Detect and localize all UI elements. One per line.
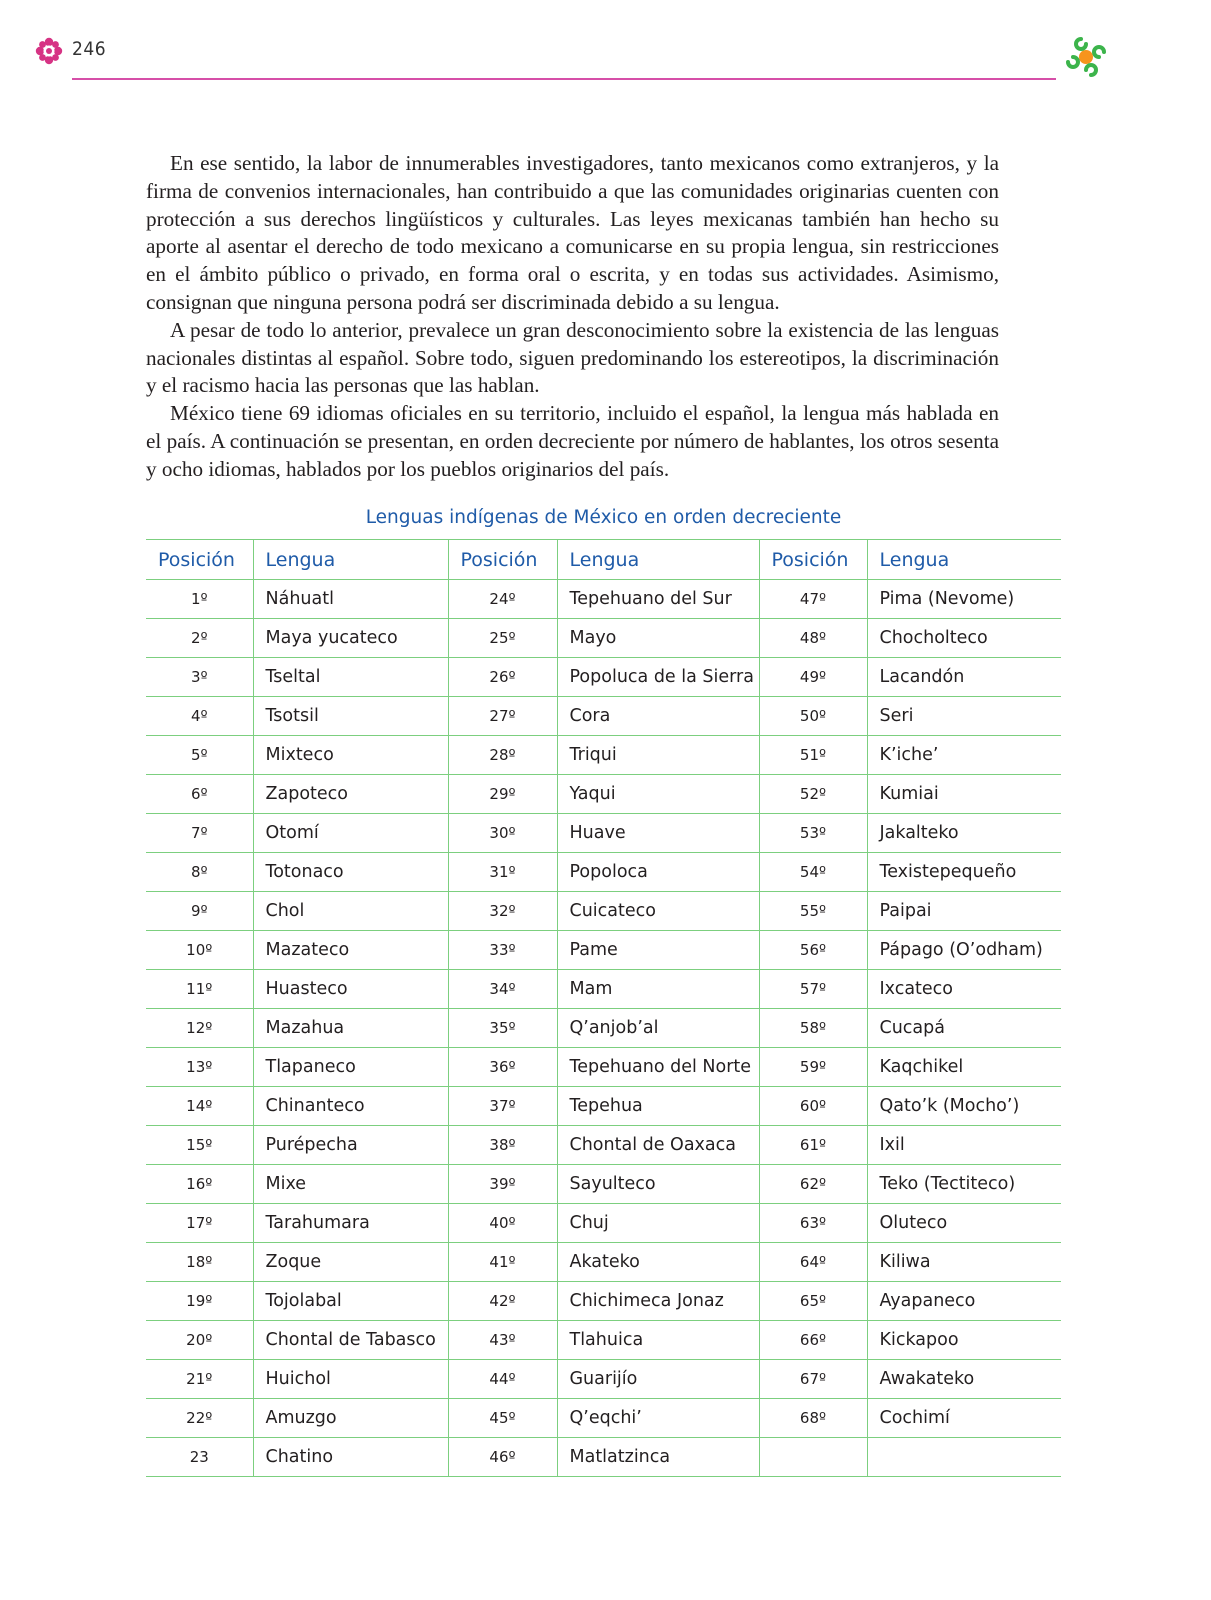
paragraph-1: En ese sentido, la labor de innumerables investigadores, tanto mexicanos como extranjeros, y la firma de convenios internacionales, han contribuido a que las comunidades originarias cuenten con protección a sus derechos lingüísticos y culturales. Las leyes mexicanas también han hecho su aporte al asentar el derecho de todo mexicano a comunicarse en su propia lengua, sin restricciones en el ámbito público o privado, en forma oral o escrita, y en todas sus actividades. Asimismo, consignan que ninguna persona podrá ser discriminada debido a su lengua. [146,151,999,314]
position-cell: 44º [448,1360,557,1399]
language-cell: Mazahua [253,1009,448,1048]
paragraph-3: México tiene 69 idiomas oficiales en su territorio, incluido el español, la lengua más hablada en el país. A continuación se presentan, en orden decreciente por número de hablantes, los otros sesenta y ocho idiomas, hablados por los pueblos originarios del país. [146,401,999,481]
table-row [146,853,1061,892]
language-cell: Cochimí [867,1399,1061,1438]
position-cell: 51º [759,736,867,775]
position-cell: 61º [759,1126,867,1165]
language-cell: Mixteco [253,736,448,775]
swirl-logo-icon [1062,33,1110,81]
language-cell: Texistepequeño [867,853,1061,892]
language-cell: Ixil [867,1126,1061,1165]
page-number: 246 [72,38,107,60]
language-cell: Zapoteco [253,775,448,814]
language-cell: Pame [557,931,759,970]
header-position-2: Posición [448,540,557,580]
position-cell: 68º [759,1399,867,1438]
language-cell: Kickapoo [867,1321,1061,1360]
position-cell: 46º [448,1438,557,1477]
language-cell: Pápago (O’odham) [867,931,1061,970]
position-cell: 38º [448,1126,557,1165]
language-cell: Totonaco [253,853,448,892]
table-row [146,1438,1061,1477]
position-cell: 62º [759,1165,867,1204]
table-row [146,736,1061,775]
body-text [146,150,999,484]
position-cell: 45º [448,1399,557,1438]
table-row [146,658,1061,697]
language-cell: Maya yucateco [253,619,448,658]
language-cell: Pima (Nevome) [867,580,1061,619]
position-cell: 42º [448,1282,557,1321]
language-cell: Tlapaneco [253,1048,448,1087]
position-cell: 37º [448,1087,557,1126]
position-cell: 9º [146,892,253,931]
language-cell: Tseltal [253,658,448,697]
position-cell: 19º [146,1282,253,1321]
language-cell: Chontal de Oaxaca [557,1126,759,1165]
language-cell: Chol [253,892,448,931]
language-cell: K’iche’ [867,736,1061,775]
position-cell: 18º [146,1243,253,1282]
language-cell: Kiliwa [867,1243,1061,1282]
position-cell: 7º [146,814,253,853]
language-cell [867,1438,1061,1477]
table-title: Lenguas indígenas de México en orden decreciente [365,507,842,528]
language-cell: Seri [867,697,1061,736]
position-cell: 11º [146,970,253,1009]
table-row [146,1048,1061,1087]
position-cell: 26º [448,658,557,697]
table-row [146,1087,1061,1126]
position-cell: 30º [448,814,557,853]
language-cell: Teko (Tectiteco) [867,1165,1061,1204]
position-cell: 14º [146,1087,253,1126]
position-cell: 16º [146,1165,253,1204]
language-cell: Kumiai [867,775,1061,814]
table-row [146,1009,1061,1048]
position-cell: 60º [759,1087,867,1126]
position-cell: 29º [448,775,557,814]
position-cell: 3º [146,658,253,697]
position-cell: 35º [448,1009,557,1048]
language-cell: Jakalteko [867,814,1061,853]
language-cell: Triqui [557,736,759,775]
language-cell: Chichimeca Jonaz [557,1282,759,1321]
position-cell: 64º [759,1243,867,1282]
language-cell: Lacandón [867,658,1061,697]
language-cell: Purépecha [253,1126,448,1165]
language-cell: Paipai [867,892,1061,931]
language-cell: Cucapá [867,1009,1061,1048]
language-cell: Qato’k (Mocho’) [867,1087,1061,1126]
position-cell: 63º [759,1204,867,1243]
position-cell: 24º [448,580,557,619]
position-cell: 67º [759,1360,867,1399]
table-row [146,1204,1061,1243]
language-cell: Tepehuano del Sur [557,580,759,619]
header-position-3: Posición [759,540,867,580]
position-cell: 10º [146,931,253,970]
position-cell: 56º [759,931,867,970]
table-row [146,1360,1061,1399]
language-cell: Tepehua [557,1087,759,1126]
language-cell: Akateko [557,1243,759,1282]
language-cell: Popoluca de la Sierra [557,658,759,697]
language-cell: Popoloca [557,853,759,892]
position-cell: 12º [146,1009,253,1048]
paragraph-2: A pesar de todo lo anterior, prevalece un gran desconocimiento sobre la existencia de las lenguas nacionales distintas al español. Sobre todo, siguen predominando los estereotipos, la discriminación y el racismo hacia las personas que las hablan. [146,317,999,398]
language-cell: Matlatzinca [557,1438,759,1477]
position-cell: 34º [448,970,557,1009]
position-cell: 59º [759,1048,867,1087]
position-cell: 39º [448,1165,557,1204]
language-cell: Awakateko [867,1360,1061,1399]
header-language-2: Lengua [557,540,759,580]
position-cell: 57º [759,970,867,1009]
position-cell: 22º [146,1399,253,1438]
language-cell: Mam [557,970,759,1009]
position-cell: 55º [759,892,867,931]
position-cell: 5º [146,736,253,775]
table-header-row [146,540,1061,580]
table-row [146,1282,1061,1321]
language-cell: Huave [557,814,759,853]
language-cell: Q’eqchi’ [557,1399,759,1438]
position-cell: 48º [759,619,867,658]
language-cell: Chinanteco [253,1087,448,1126]
language-cell: Otomí [253,814,448,853]
language-cell: Oluteco [867,1204,1061,1243]
table-row [146,931,1061,970]
languages-table [146,539,1061,1477]
language-cell: Náhuatl [253,580,448,619]
language-cell: Sayulteco [557,1165,759,1204]
language-cell: Tsotsil [253,697,448,736]
language-cell: Zoque [253,1243,448,1282]
position-cell: 52º [759,775,867,814]
language-cell: Kaqchikel [867,1048,1061,1087]
position-cell: 13º [146,1048,253,1087]
position-cell: 33º [448,931,557,970]
table-row [146,1165,1061,1204]
table-row [146,1243,1061,1282]
language-cell: Ayapaneco [867,1282,1061,1321]
table-row [146,619,1061,658]
position-cell: 49º [759,658,867,697]
position-cell: 4º [146,697,253,736]
header-position-1: Posición [146,540,253,580]
position-cell [759,1438,867,1477]
table-row [146,970,1061,1009]
position-cell: 2º [146,619,253,658]
position-cell: 47º [759,580,867,619]
language-cell: Guarijío [557,1360,759,1399]
language-cell: Tepehuano del Norte [557,1048,759,1087]
position-cell: 23 [146,1438,253,1477]
language-cell: Chocholteco [867,619,1061,658]
position-cell: 43º [448,1321,557,1360]
position-cell: 65º [759,1282,867,1321]
header-rule [72,78,1056,80]
language-cell: Cora [557,697,759,736]
position-cell: 15º [146,1126,253,1165]
position-cell: 6º [146,775,253,814]
table-row [146,697,1061,736]
position-cell: 21º [146,1360,253,1399]
language-cell: Q’anjob’al [557,1009,759,1048]
position-cell: 27º [448,697,557,736]
table-row [146,814,1061,853]
language-cell: Chatino [253,1438,448,1477]
position-cell: 1º [146,580,253,619]
table-row [146,1126,1061,1165]
position-cell: 31º [448,853,557,892]
position-cell: 66º [759,1321,867,1360]
position-cell: 17º [146,1204,253,1243]
language-cell: Cuicateco [557,892,759,931]
header-language-1: Lengua [253,540,448,580]
position-cell: 8º [146,853,253,892]
language-cell: Mixe [253,1165,448,1204]
position-cell: 28º [448,736,557,775]
language-cell: Huasteco [253,970,448,1009]
position-cell: 25º [448,619,557,658]
language-cell: Amuzgo [253,1399,448,1438]
position-cell: 20º [146,1321,253,1360]
position-cell: 41º [448,1243,557,1282]
position-cell: 36º [448,1048,557,1087]
position-cell: 54º [759,853,867,892]
language-cell: Mayo [557,619,759,658]
language-cell: Mazateco [253,931,448,970]
language-cell: Tlahuica [557,1321,759,1360]
flower-icon [35,37,63,65]
position-cell: 32º [448,892,557,931]
table-row [146,1399,1061,1438]
table-row [146,775,1061,814]
table-row [146,892,1061,931]
language-cell: Tarahumara [253,1204,448,1243]
language-cell: Chontal de Tabasco [253,1321,448,1360]
position-cell: 40º [448,1204,557,1243]
position-cell: 53º [759,814,867,853]
table-row [146,580,1061,619]
position-cell: 50º [759,697,867,736]
language-cell: Yaqui [557,775,759,814]
header-language-3: Lengua [867,540,1061,580]
language-cell: Ixcateco [867,970,1061,1009]
position-cell: 58º [759,1009,867,1048]
table-row [146,1321,1061,1360]
language-cell: Huichol [253,1360,448,1399]
language-cell: Tojolabal [253,1282,448,1321]
language-cell: Chuj [557,1204,759,1243]
